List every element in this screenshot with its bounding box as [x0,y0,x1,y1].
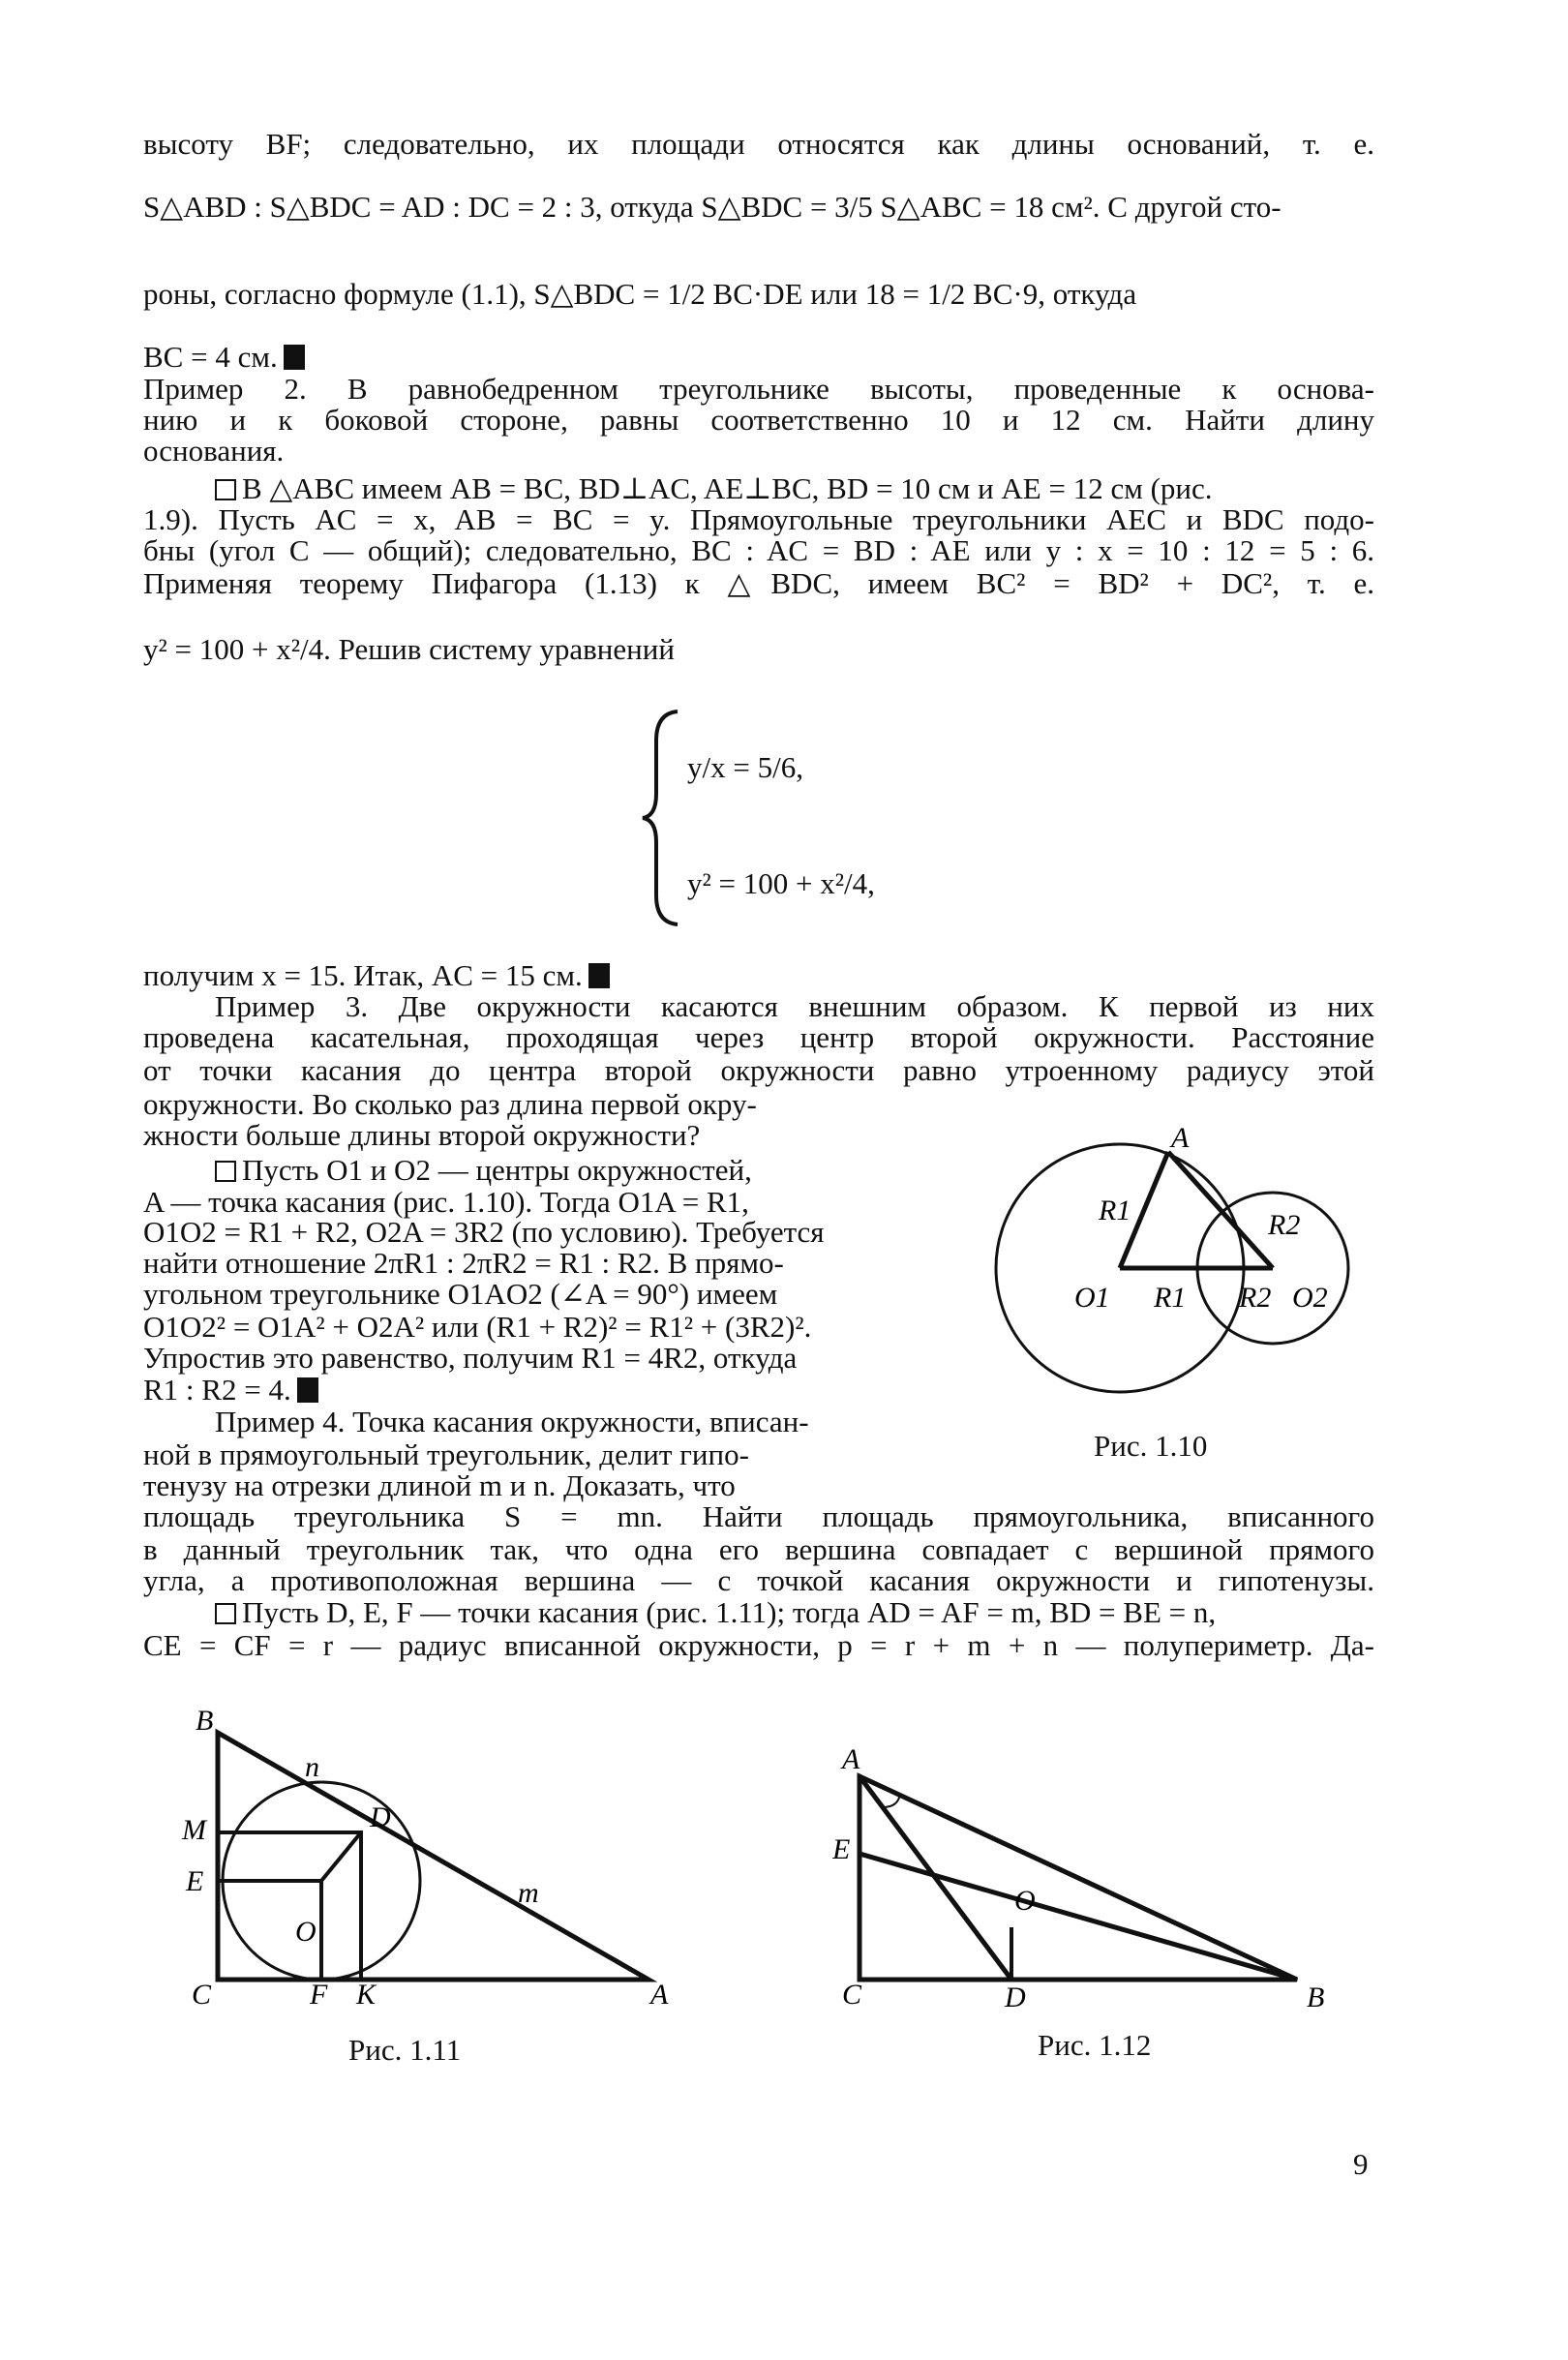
text-line: 1.9). Пусть AC = x, AB = BC = y. Прямоугольные треугольники AEC и BDC подо- [143,502,1374,536]
label-d: D [1005,1982,1026,2009]
equation-1: y/x = 5/6, [687,750,803,784]
equation-2: y² = 100 + x²/4, [687,866,875,900]
label-r2: R2 [1268,1209,1301,1241]
text-line: от точки касания до центра второй окружности равно утроенному радиусу этой [143,1053,1374,1087]
text-line: в данный треугольник так, что одна его вершина совпадает с вершиной прямого [143,1532,1374,1566]
figure-1-11 [174,1709,678,2009]
text-line: получим x = 15. Итак, AC = 15 см. [143,958,583,992]
text-line: основания. [143,434,285,468]
text-line: O1O2² = O1A² + O2A² или (R1 + R2)² = R1² + (3R2)². [143,1310,812,1344]
text-line: y² = 100 + x²/4. Решив систему уравнений [143,632,675,666]
text-line: R1 : R2 = 4. [143,1373,291,1407]
label-r1: R1 [1099,1195,1131,1226]
label-o2: O2 [1292,1282,1328,1314]
figure-1-12 [832,1738,1355,2009]
bisector-be [859,1854,1297,1980]
label-o: O [295,1916,317,1948]
text-line: жности больше длины второй окружности? [143,1118,701,1152]
solution-box-icon [215,479,236,500]
label-r2: R2 [1239,1282,1272,1314]
text-line: окружности. Во сколько раз длина первой окру- [143,1087,757,1121]
label-o: O [1014,1885,1036,1917]
rectangle-cmdk [218,1832,361,1980]
text-line: Пример 4. Точка касания окружности, вписан- [215,1405,809,1438]
label-a: A [1171,1123,1190,1154]
qed-square-icon [588,963,610,988]
label-m-point: M [182,1814,206,1846]
label-n: n [305,1751,319,1783]
text-line: CE = CF = r — радиус вписанной окружности, p = r + m + n — полупериметр. Да- [143,1628,1374,1662]
text-line: бны (угол C — общий); следовательно, BC : AC = BD : AE или y : x = 10 : 12 = 5 : 6. [143,533,1374,567]
label-e: E [832,1833,851,1865]
text-line [215,1155,912,1185]
text-line: найти отношение 2πR1 : 2πR2 = R1 : R2. В прямо- [143,1246,784,1280]
text-line: O1O2 = R1 + R2, O2A = 3R2 (по условию). Требуется [143,1215,825,1249]
label-b: B [196,1709,214,1737]
label-a: A [650,1979,669,2009]
label-r1: R1 [1154,1282,1187,1314]
text-line: Пример 2. В равнобедренном треугольнике высоты, проведенные к основа- [143,372,1374,406]
label-a: A [842,1743,860,1775]
text-line: Пример 3. Две окружности касаются внешним образом. К первой из них [215,989,1374,1023]
triangle-acb [859,1776,1297,1980]
figure-caption: Рис. 1.10 [1094,1429,1208,1463]
text-line [143,1375,918,1405]
text-line: нию и к боковой стороне, равны соответственно 10 и 12 см. Найти длину [143,403,1374,437]
qed-square-icon [284,345,305,370]
text-line: A — точка касания (рис. 1.10). Тогда O1A = R1, [143,1185,749,1219]
text-line [215,473,1374,503]
text-line: угольном треугольнике O1AO2 (∠A = 90°) имеем [143,1277,778,1311]
figure-caption: Рис. 1.11 [348,2033,462,2067]
label-c: C [842,1979,862,2009]
figure-1-10 [949,1123,1384,1413]
text-line: S△ABD : S△BDC = AD : DC = 2 : 3, откуда S△BDC = 3/5 S△ABC = 18 см². С другой сто- [143,190,1282,224]
label-k: K [356,1979,377,2009]
label-m: m [518,1877,539,1909]
solution-box-icon [215,1161,236,1182]
label-b: B [1307,1982,1325,2009]
text-line: BC = 4 см. [143,340,278,374]
figure-caption: Рис. 1.12 [1038,2028,1152,2062]
equation-system [639,702,929,934]
text-line: проведена касательная, проходящая через центр второй окружности. Расстояние [143,1020,1374,1054]
text-line: угла, а противоположная вершина — с точкой касания окружности и гипотенузы. [143,1563,1374,1597]
text-line: тенузу на отрезки длиной m и n. Доказать, что [143,1468,736,1502]
label-f: F [310,1979,328,2009]
text-line: В △ABC имеем AB = BC, BD⊥AC, AE⊥BC, BD = 10 см и AE = 12 см (рис. [242,471,1213,505]
page-number: 9 [1353,2147,1369,2181]
qed-square-icon [297,1377,318,1403]
text-line: Применяя теорему Пифагора (1.13) к △BDC, имеем BC² = BD² + DC², т. е. [143,566,1374,600]
label-e: E [186,1865,204,1897]
text-line [143,960,1374,990]
segment-ao2 [1168,1152,1273,1268]
label-o1: O1 [1074,1282,1110,1314]
text-line: высоту BF; следовательно, их площади относятся как длины оснований, т. е. [143,127,1374,161]
text-line: Упростив это равенство, получим R1 = 4R2, откуда [143,1341,798,1375]
text-line [143,342,1374,372]
label-d: D [370,1801,391,1833]
text-line: Пусть D, E, F — точки касания (рис. 1.11); тогда AD = AF = m, BD = BE = n, [242,1595,1217,1629]
triangle-abc [218,1733,648,1980]
label-c: C [192,1979,212,2009]
text-line: Пусть O1 и O2 — центры окружностей, [242,1153,752,1187]
text-line [215,1597,1374,1627]
text-line: площадь треугольника S = mn. Найти площадь прямоугольника, вписанного [143,1499,1374,1533]
text-line: ной в прямоугольный треугольник, делит гипо- [143,1437,749,1471]
radius-od [321,1832,361,1881]
solution-box-icon [215,1603,236,1624]
text-line: роны, согласно формуле (1.1), S△BDC = 1/2 BC·DE или 18 = 1/2 BC·9, откуда [143,277,1137,311]
